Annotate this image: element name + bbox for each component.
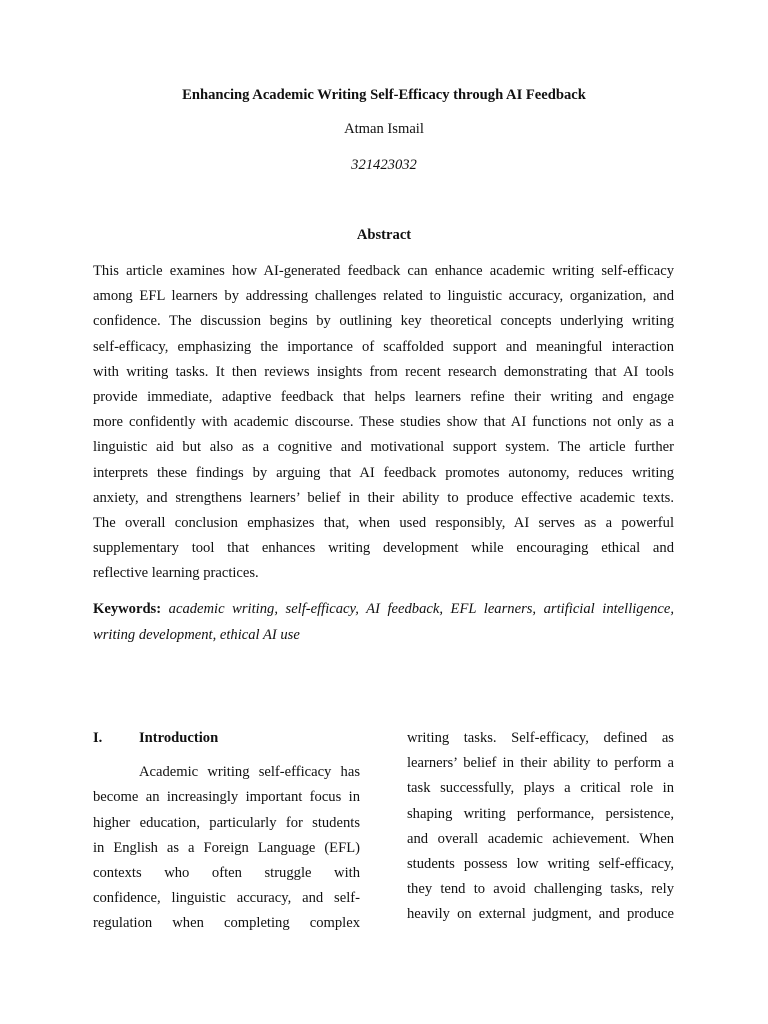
abstract-line: among EFL learners by addressing challenges related to linguistic accuracy, organization, and bbox=[93, 288, 674, 305]
abstract-line: confidence. The discussion begins by outlining key theoretical concepts underlying writing bbox=[93, 313, 674, 330]
student-id: 321423032 bbox=[351, 157, 417, 173]
keywords-list: academic writing, self-efficacy, AI feedback, EFL learners, artificial intelligence, bbox=[168, 601, 674, 617]
body-line: they tend to avoid challenging tasks, rely bbox=[407, 881, 674, 898]
body-line: in English as a Foreign Language (EFL) bbox=[93, 839, 360, 856]
section-number: I. bbox=[93, 730, 103, 746]
body-line: regulation when completing complex bbox=[93, 915, 360, 932]
keywords-list: writing development, ethical AI use bbox=[93, 627, 300, 643]
body-line: contexts who often struggle with bbox=[93, 864, 360, 881]
abstract-line: This article examines how AI-generated feedback can enhance academic writing self-efficacy bbox=[93, 263, 674, 279]
body-line: task successfully, plays a critical role in bbox=[407, 780, 674, 797]
paper-title: Enhancing Academic Writing Self-Efficacy through AI Feedback bbox=[182, 87, 586, 103]
keywords-line bbox=[93, 596, 674, 622]
abstract-line: The overall conclusion emphasizes that, when used responsibly, AI serves as a powerful bbox=[93, 514, 674, 531]
abstract-line: linguistic aid but also as a cognitive and motivational support system. The article further bbox=[93, 439, 674, 456]
section-heading bbox=[93, 726, 360, 751]
author-name: Atman Ismail bbox=[344, 121, 424, 137]
abstract-line: anxiety, and strengthens learners’ belief in their ability to produce effective academic texts. bbox=[93, 489, 674, 506]
right-column bbox=[407, 726, 674, 928]
abstract-line: reflective learning practices. bbox=[93, 565, 259, 582]
left-column bbox=[93, 726, 360, 937]
abstract-body bbox=[93, 259, 674, 586]
body-line: writing tasks. Self-efficacy, defined as bbox=[407, 730, 674, 746]
abstract-line: interprets these findings by arguing that AI feedback promotes autonomy, reduces writing bbox=[93, 464, 674, 481]
section-title: Introduction bbox=[139, 730, 219, 746]
body-line: Academic writing self-efficacy has bbox=[139, 764, 360, 781]
keywords-block bbox=[93, 596, 674, 648]
abstract-line: self-efficacy, emphasizing the importance of scaffolded support and meaningful interaction bbox=[93, 338, 674, 355]
body-line: confidence, linguistic accuracy, and self- bbox=[93, 890, 360, 907]
abstract-heading: Abstract bbox=[356, 227, 412, 243]
abstract-line: with writing tasks. It then reviews insights from recent research demonstrating that AI tools bbox=[93, 363, 674, 380]
keywords-line bbox=[93, 622, 674, 648]
body-line: students possess low writing self-efficacy, bbox=[407, 855, 674, 872]
body-line: heavily on external judgment, and produce bbox=[407, 906, 674, 923]
body-line: higher education, particularly for students bbox=[93, 814, 360, 831]
body-line: and overall academic achievement. When bbox=[407, 830, 674, 847]
abstract-line: supplementary tool that enhances writing development while encouraging ethical and bbox=[93, 540, 674, 557]
abstract-line: provide immediate, adaptive feedback that helps learners refine their writing and engage bbox=[93, 388, 674, 405]
body-line: learners’ belief in their ability to perform a bbox=[407, 755, 674, 772]
keywords-label: Keywords: bbox=[93, 601, 162, 617]
abstract-line: more confidently with academic discourse. These studies show that AI functions not only as a bbox=[93, 414, 674, 431]
body-line: become an increasingly important focus in bbox=[93, 789, 360, 806]
body-line: shaping writing performance, persistence, bbox=[407, 805, 674, 822]
